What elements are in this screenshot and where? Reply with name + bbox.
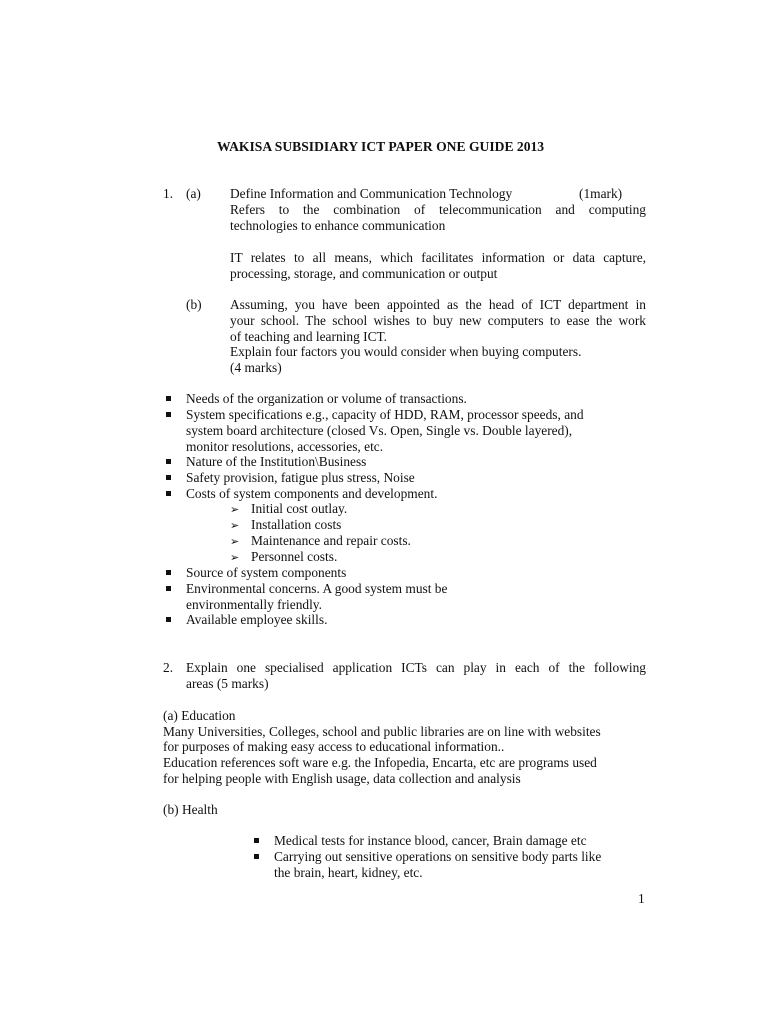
list-item: System specifications e.g., capacity of HDD, RAM, processor speeds, and <box>186 407 584 422</box>
bullet-square-icon <box>166 475 171 480</box>
list-item: monitor resolutions, accessories, etc. <box>186 439 384 454</box>
education-line: Many Universities, Colleges, school and public libraries are on line with websites <box>163 724 601 739</box>
arrow-bullet-icon: ➢ <box>230 519 240 532</box>
q1-number: 1. <box>163 186 174 201</box>
sub-list-item: Initial cost outlay. <box>251 501 348 516</box>
sub-list-item: Personnel costs. <box>251 549 338 564</box>
q1b-line: Explain four factors you would consider when buying computers. <box>230 344 582 359</box>
bullet-square-icon <box>166 491 171 496</box>
q1b-label: (b) <box>186 297 202 312</box>
list-item: Available employee skills. <box>186 612 328 627</box>
list-item: Nature of the Institution\Business <box>186 454 367 469</box>
section-heading-health: (b) Health <box>163 802 218 817</box>
bullet-square-icon <box>166 396 171 401</box>
q1a-it-line: processing, storage, and communication or output <box>230 266 498 281</box>
sub-list-item: Installation costs <box>251 517 342 532</box>
education-line: Education references soft ware e.g. the Infopedia, Encarta, etc are programs used <box>163 755 597 770</box>
q1b-line: Assuming, you have been appointed as the head of ICT department in <box>230 297 646 312</box>
list-item: Needs of the organization or volume of transactions. <box>186 391 467 406</box>
arrow-bullet-icon: ➢ <box>230 535 240 548</box>
q2-line: areas (5 marks) <box>186 676 269 691</box>
document-title: WAKISA SUBSIDIARY ICT PAPER ONE GUIDE 2013 <box>217 139 545 154</box>
q1b-line: your school. The school wishes to buy new computers to ease the work <box>230 313 646 328</box>
bullet-square-icon <box>254 854 259 859</box>
q1a-it-line: IT relates to all means, which facilitates information or data capture, <box>230 250 646 265</box>
q1a-label: (a) <box>186 186 201 201</box>
list-item: Environmental concerns. A good system must be <box>186 581 448 596</box>
list-item: the brain, heart, kidney, etc. <box>274 865 423 880</box>
q1a-question: Define Information and Communication Technology <box>230 186 513 201</box>
list-item: Safety provision, fatigue plus stress, Noise <box>186 470 415 485</box>
q1b-marks: (4 marks) <box>230 360 282 375</box>
bullet-square-icon <box>166 412 171 417</box>
section-heading-education: (a) Education <box>163 708 236 723</box>
q1a-answer-line: Refers to the combination of telecommunication and computing <box>230 202 646 217</box>
list-item: Medical tests for instance blood, cancer, Brain damage etc <box>274 833 587 848</box>
q2-line: Explain one specialised application ICTs can play in each of the following <box>186 660 646 675</box>
bullet-square-icon <box>254 838 259 843</box>
page-number: 1 <box>638 891 645 906</box>
bullet-square-icon <box>166 459 171 464</box>
q1a-marks: (1mark) <box>579 186 623 201</box>
q1b-line: of teaching and learning ICT. <box>230 329 388 344</box>
list-item: system board architecture (closed Vs. Open, Single vs. Double layered), <box>186 423 573 438</box>
education-line: for helping people with English usage, data collection and analysis <box>163 771 521 786</box>
bullet-square-icon <box>166 570 171 575</box>
q1a-answer-line: technologies to enhance communication <box>230 218 446 233</box>
list-item: environmentally friendly. <box>186 597 322 612</box>
education-line: for purposes of making easy access to educational information.. <box>163 739 505 754</box>
list-item: Source of system components <box>186 565 347 580</box>
bullet-square-icon <box>166 586 171 591</box>
bullet-square-icon <box>166 617 171 622</box>
list-item: Costs of system components and development. <box>186 486 438 501</box>
arrow-bullet-icon: ➢ <box>230 551 240 564</box>
q2-number: 2. <box>163 660 174 675</box>
list-item: Carrying out sensitive operations on sensitive body parts like <box>274 849 602 864</box>
arrow-bullet-icon: ➢ <box>230 503 240 516</box>
sub-list-item: Maintenance and repair costs. <box>251 533 411 548</box>
